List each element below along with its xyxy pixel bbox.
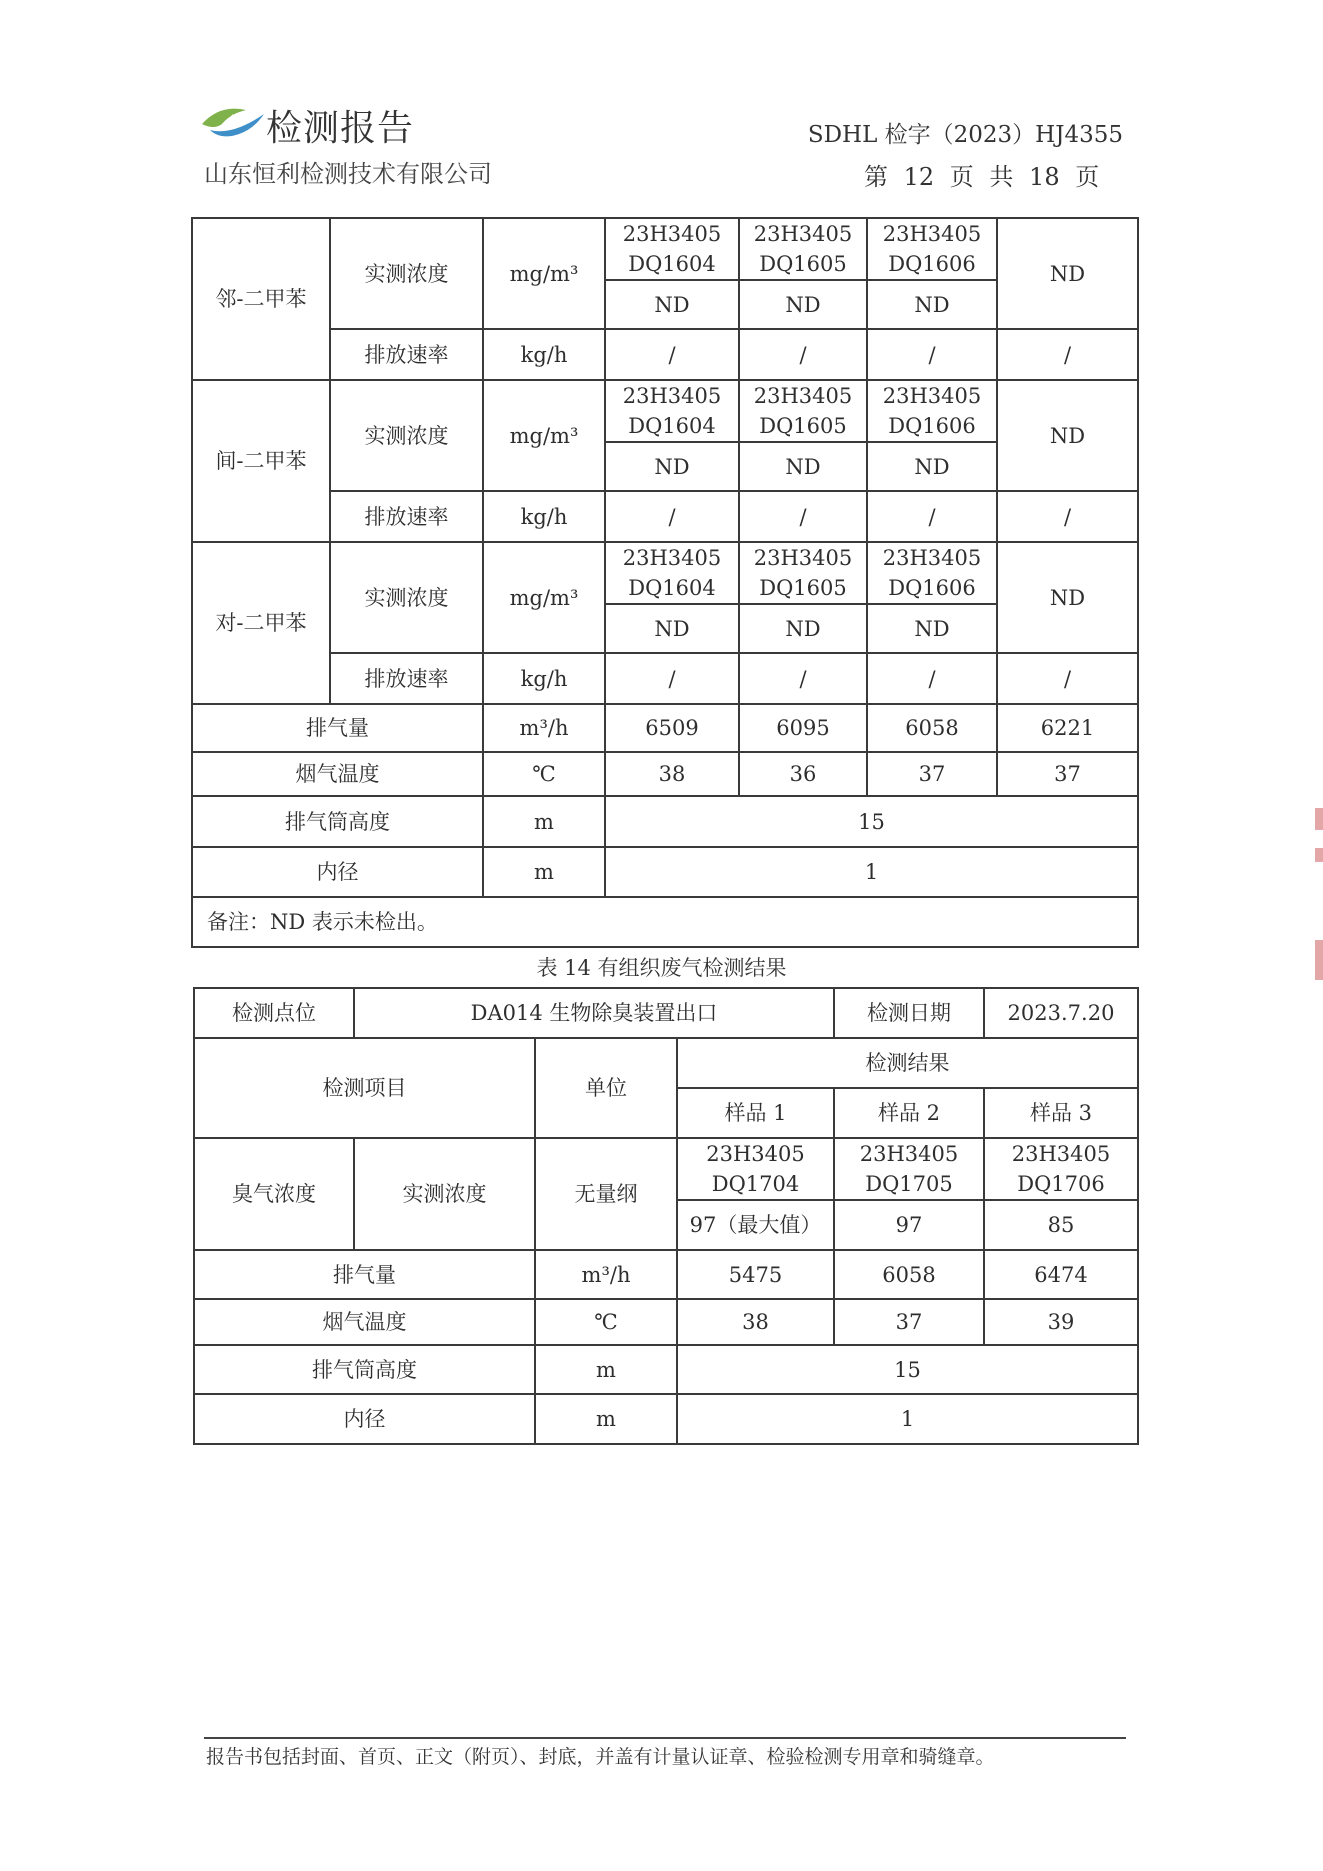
height-label: 排气筒高度	[194, 1345, 535, 1394]
report-title: 检测报告	[266, 108, 415, 149]
sample-id: 23H3405 DQ1705	[834, 1138, 984, 1200]
exhaust-value: 6058	[867, 704, 997, 752]
footer-note: 报告书包括封面、首页、正文（附页）、封底，并盖有计量认证章、检验检测专用章和骑缝章。	[206, 1746, 995, 1768]
measured-label: 实测浓度	[330, 380, 483, 491]
sample-value: 97（最大值）	[677, 1200, 834, 1250]
exhaust-label: 排气量	[194, 1250, 535, 1299]
sample-value: 85	[984, 1200, 1138, 1250]
sample-header: 样品 1	[677, 1088, 834, 1138]
exhaust-value: 6509	[605, 704, 739, 752]
table-note: 备注：ND 表示未检出。	[192, 897, 1138, 947]
sample-id: 23H3405 DQ1606	[867, 218, 997, 280]
result-header: 检测结果	[677, 1038, 1138, 1088]
table-caption: 表 14 有组织废气检测结果	[536, 956, 787, 980]
conc-unit: mg/m³	[483, 380, 605, 491]
company-logo	[200, 100, 266, 140]
results-table-continued	[191, 217, 1139, 948]
rate-label: 排放速率	[330, 491, 483, 542]
sample-id: 23H3405 DQ1704	[677, 1138, 834, 1200]
sample-value: ND	[867, 604, 997, 653]
company-name: 山东恒利检测技术有限公司	[204, 160, 492, 188]
odor-name: 臭气浓度	[194, 1138, 354, 1250]
exhaust-unit: m³/h	[483, 704, 605, 752]
exhaust-value: 6058	[834, 1250, 984, 1299]
footer-divider	[204, 1737, 1126, 1739]
rate-label: 排放速率	[330, 653, 483, 704]
sample-id: 23H3405 DQ1606	[867, 380, 997, 442]
average-value: ND	[997, 380, 1138, 491]
compound-name: 对-二甲苯	[192, 542, 330, 704]
temp-value: 36	[739, 752, 867, 796]
sample-id: 23H3405 DQ1605	[739, 218, 867, 280]
seal-edge-mark	[1315, 940, 1323, 980]
compound-name: 间-二甲苯	[192, 380, 330, 542]
unit-header: 单位	[535, 1038, 677, 1138]
conc-unit: mg/m³	[483, 542, 605, 653]
temp-label: 烟气温度	[192, 752, 483, 796]
sample-id: 23H3405 DQ1604	[605, 542, 739, 604]
average-value: ND	[997, 218, 1138, 329]
exhaust-value: 5475	[677, 1250, 834, 1299]
date-label: 检测日期	[834, 988, 984, 1038]
average-value: ND	[997, 542, 1138, 653]
rate-value: /	[739, 491, 867, 542]
height-unit: m	[535, 1345, 677, 1394]
sample-id: 23H3405 DQ1605	[739, 542, 867, 604]
temp-value: 37	[867, 752, 997, 796]
rate-value: /	[997, 653, 1138, 704]
sample-id: 23H3405 DQ1605	[739, 380, 867, 442]
diameter-unit: m	[483, 847, 605, 897]
measured-label: 实测浓度	[330, 218, 483, 329]
rate-value: /	[867, 491, 997, 542]
diameter-unit: m	[535, 1394, 677, 1444]
exhaust-value: 6095	[739, 704, 867, 752]
temp-value: 37	[997, 752, 1138, 796]
rate-value: /	[997, 491, 1138, 542]
diameter-label: 内径	[192, 847, 483, 897]
temp-label: 烟气温度	[194, 1299, 535, 1345]
exhaust-value: 6474	[984, 1250, 1138, 1299]
sample-value: ND	[867, 280, 997, 329]
point-value: DA014 生物除臭装置出口	[354, 988, 834, 1038]
rate-unit: kg/h	[483, 491, 605, 542]
height-value: 15	[677, 1345, 1138, 1394]
diameter-label: 内径	[194, 1394, 535, 1444]
height-unit: m	[483, 796, 605, 847]
sample-id: 23H3405 DQ1604	[605, 380, 739, 442]
date-value: 2023.7.20	[984, 988, 1138, 1038]
rate-unit: kg/h	[483, 329, 605, 380]
rate-unit: kg/h	[483, 653, 605, 704]
rate-value: /	[867, 653, 997, 704]
report-number: SDHL 检字（2023）HJ4355	[807, 122, 1123, 148]
sample-header: 样品 3	[984, 1088, 1138, 1138]
sample-value: ND	[605, 442, 739, 491]
sample-value: ND	[605, 280, 739, 329]
sample-value: ND	[739, 442, 867, 491]
point-label: 检测点位	[194, 988, 354, 1038]
results-table-14	[193, 987, 1139, 1445]
measured-label: 实测浓度	[330, 542, 483, 653]
rate-value: /	[867, 329, 997, 380]
temp-unit: ℃	[535, 1299, 677, 1345]
rate-value: /	[997, 329, 1138, 380]
seal-edge-mark	[1315, 848, 1323, 862]
sample-id: 23H3405 DQ1606	[867, 542, 997, 604]
seal-edge-mark	[1315, 808, 1323, 830]
height-label: 排气筒高度	[192, 796, 483, 847]
exhaust-label: 排气量	[192, 704, 483, 752]
odor-unit: 无量纲	[535, 1138, 677, 1250]
page-info: 第 12 页 共 18 页	[864, 163, 1100, 191]
sample-header: 样品 2	[834, 1088, 984, 1138]
compound-name: 邻-二甲苯	[192, 218, 330, 380]
sample-id: 23H3405 DQ1706	[984, 1138, 1138, 1200]
diameter-value: 1	[605, 847, 1138, 897]
sample-value: 97	[834, 1200, 984, 1250]
conc-unit: mg/m³	[483, 218, 605, 329]
temp-value: 38	[677, 1299, 834, 1345]
sample-value: ND	[739, 604, 867, 653]
temp-unit: ℃	[483, 752, 605, 796]
temp-value: 38	[605, 752, 739, 796]
sample-value: ND	[739, 280, 867, 329]
rate-label: 排放速率	[330, 329, 483, 380]
diameter-value: 1	[677, 1394, 1138, 1444]
sample-value: ND	[867, 442, 997, 491]
sample-value: ND	[605, 604, 739, 653]
temp-value: 37	[834, 1299, 984, 1345]
rate-value: /	[739, 329, 867, 380]
odor-type: 实测浓度	[354, 1138, 535, 1250]
height-value: 15	[605, 796, 1138, 847]
rate-value: /	[605, 491, 739, 542]
temp-value: 39	[984, 1299, 1138, 1345]
rate-value: /	[739, 653, 867, 704]
rate-value: /	[605, 653, 739, 704]
item-header: 检测项目	[194, 1038, 535, 1138]
sample-id: 23H3405 DQ1604	[605, 218, 739, 280]
exhaust-value: 6221	[997, 704, 1138, 752]
rate-value: /	[605, 329, 739, 380]
exhaust-unit: m³/h	[535, 1250, 677, 1299]
